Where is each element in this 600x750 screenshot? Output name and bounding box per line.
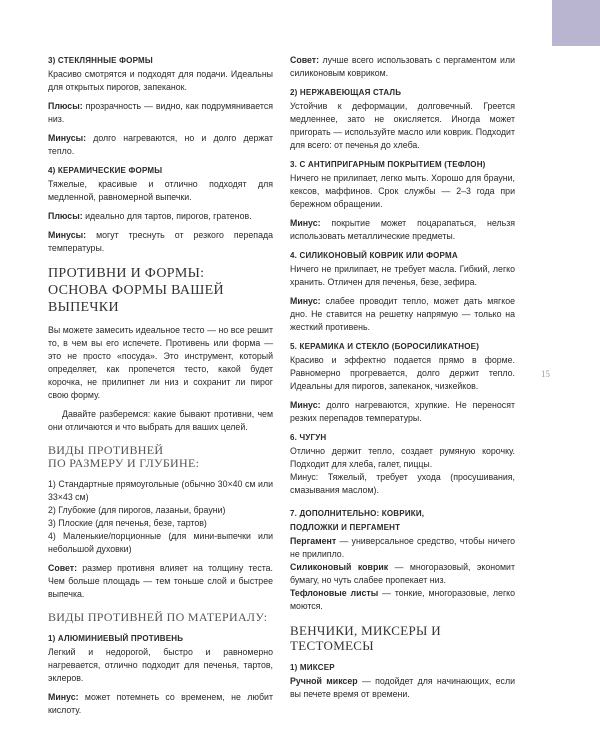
size-item: 3) Плоские (для печенья, безе, тартов) bbox=[48, 518, 207, 528]
iron-heading: 6. ЧУГУН bbox=[290, 433, 327, 442]
alu-heading: 1) АЛЮМИНИЕВЫЙ ПРОТИВЕНЬ bbox=[48, 634, 184, 643]
teflon-text: Ничего не прилипает, легко мыть. Хорошо для брауни, кексов, маффинов. Срок службы — 2–3 года при бережном обращении. bbox=[290, 173, 515, 209]
teflon-minus: Минус: покрытие может поцарапаться, нельзя использовать металлические предметы. bbox=[290, 218, 515, 241]
ceramic-glass-minus: Минус: долго нагреваются, хрупкие. Не переносят резких перепадов температуры. bbox=[290, 400, 515, 423]
ceramic-minus: Минусы: могут треснуть от резкого перепада температуры. bbox=[48, 230, 273, 253]
size-item: 4) Маленькие/порционные (для мини-выпечки или небольшой духовки) bbox=[48, 531, 273, 554]
teflon-heading: 3. С АНТИПРИГАРНЫМ ПОКРЫТИЕМ (ТЕФЛОН) bbox=[290, 160, 486, 169]
intro-text-2: Давайте разберемся: какие бывают противни, чем они отличаются и что выбрать для ваших целей. bbox=[48, 409, 273, 432]
ceramic-text: Тяжелые, красивые и отлично подходят для медленной, равномерной выпечки. bbox=[48, 179, 273, 202]
alu-minus: Минус: может потемнеть со временем, не любит кислоту. bbox=[48, 692, 273, 715]
glass-plus: Плюсы: прозрачность — видно, как подрумянивается низ. bbox=[48, 101, 273, 124]
section-title-size: ВИДЫ ПРОТИВНЕЙ ПО РАЗМЕРУ И ГЛУБИНЕ: bbox=[48, 443, 200, 470]
section-title-bakeware: ПРОТИВНИ И ФОРМЫ: ОСНОВА ФОРМЫ ВАШЕЙ ВЫПЕЧКИ bbox=[48, 266, 224, 315]
size-tip: Совет: размер противня влияет на толщину теста. Чем больше площадь — тем тоньше слой и быстрее выпечка. bbox=[48, 563, 273, 599]
size-item: 1) Стандартные прямоугольные (обычно 30×40 см или 33×43 см) bbox=[48, 479, 273, 502]
size-item: 2) Глубокие (для пирогов, лазаньи, брауни) bbox=[48, 505, 226, 515]
parchment-item: Пергамент — универсальное средство, чтобы ничего не прилипло. bbox=[290, 536, 515, 559]
glass-minus: Минусы: долго нагреваются, но и долго держат тепло. bbox=[48, 133, 273, 156]
steel-heading: 2) НЕРЖАВЕЮЩАЯ СТАЛЬ bbox=[290, 88, 402, 97]
alu-text: Легкий и недорогой, быстро и равномерно нагревается, отлично подходит для печенья, тартов, эклеров. bbox=[48, 647, 273, 683]
ceramic-plus: Плюсы: идеально для тартов, пирогов, гратенов. bbox=[48, 211, 252, 221]
ceramic-glass-text: Красиво и эффектно подается прямо в форме. Равномерно прогревается, долго держит тепло. Идеальны для пирогов, запеканок, чизкейков. bbox=[290, 355, 515, 391]
page-number: 15 bbox=[541, 369, 550, 379]
teflon-sheet-item: Тефлоновые листы — тонкие, многоразовые, легко моются. bbox=[290, 588, 515, 611]
silicone-mat-item: Силиконовый коврик — многоразовый, экономит бумагу, но чуть слабее пропекает низ. bbox=[290, 562, 515, 585]
intro-text: Вы можете замесить идеальное тесто — но все решит то, в чем вы его испечете. Противень или форма — это не просто «посуда». Это инструмент, который определяет, как пропечется тесто, какой будет корочка, не прилипнет ли низ и сохранит ли пирог свою форму. bbox=[48, 325, 273, 400]
silicone-minus: Минус: слабее проводит тепло, может дать мягкое дно. Не ставится на решетку напрямую — только на жесткий противень. bbox=[290, 296, 515, 332]
glass-text: Красиво смотрятся и подходят для подачи. Идеальны для открытых пирогов, запеканок. bbox=[48, 69, 273, 92]
steel-text: Устойчив к деформации, долговечный. Греется медленнее, зато не окисляется. Иногда может пригорать — используйте масло или коврик. Подходит для всего: от печенья до хлеба. bbox=[290, 101, 515, 150]
right-tip: Совет: лучше всего использовать с пергаментом или силиконовым ковриком. bbox=[290, 55, 515, 78]
mixer-heading: 1) МИКСЕР bbox=[290, 663, 335, 672]
glass-heading: 3) СТЕКЛЯННЫЕ ФОРМЫ bbox=[48, 56, 153, 65]
ceramic-heading: 4) КЕРАМИЧЕСКИЕ ФОРМЫ bbox=[48, 166, 163, 175]
hand-mixer-text: Ручной миксер — подойдет для начинающих, если вы печете время от времени. bbox=[290, 676, 515, 699]
silicone-text: Ничего не прилипает, не требует масла. Гибкий, легко хранить. Отличен для печенья, безе, зефира. bbox=[290, 264, 515, 287]
right-column bbox=[290, 54, 515, 707]
extra-heading: 7. ДОПОЛНИТЕЛЬНО: КОВРИКИ, ПОДЛОЖКИ И ПЕРГАМЕНТ bbox=[290, 509, 425, 532]
page-corner-tab bbox=[552, 0, 600, 46]
section-title-whisks: ВЕНЧИКИ, МИКСЕРЫ И ТЕСТОМЕСЫ bbox=[290, 623, 441, 653]
section-title-material: ВИДЫ ПРОТИВНЕЙ ПО МАТЕРИАЛУ: bbox=[48, 610, 268, 624]
iron-text: Отлично держит тепло, создает румяную корочку. Подходит для хлеба, галет, пиццы. bbox=[290, 446, 515, 469]
left-column bbox=[48, 54, 273, 723]
silicone-heading: 4. СИЛИКОНОВЫЙ КОВРИК ИЛИ ФОРМА bbox=[290, 251, 458, 260]
ceramic-glass-heading: 5. КЕРАМИКА И СТЕКЛО (БОРОСИЛИКАТНОЕ) bbox=[290, 342, 480, 351]
iron-minus: Минус: Тяжелый, требует ухода (просушивания, смазывания маслом). bbox=[290, 472, 515, 495]
